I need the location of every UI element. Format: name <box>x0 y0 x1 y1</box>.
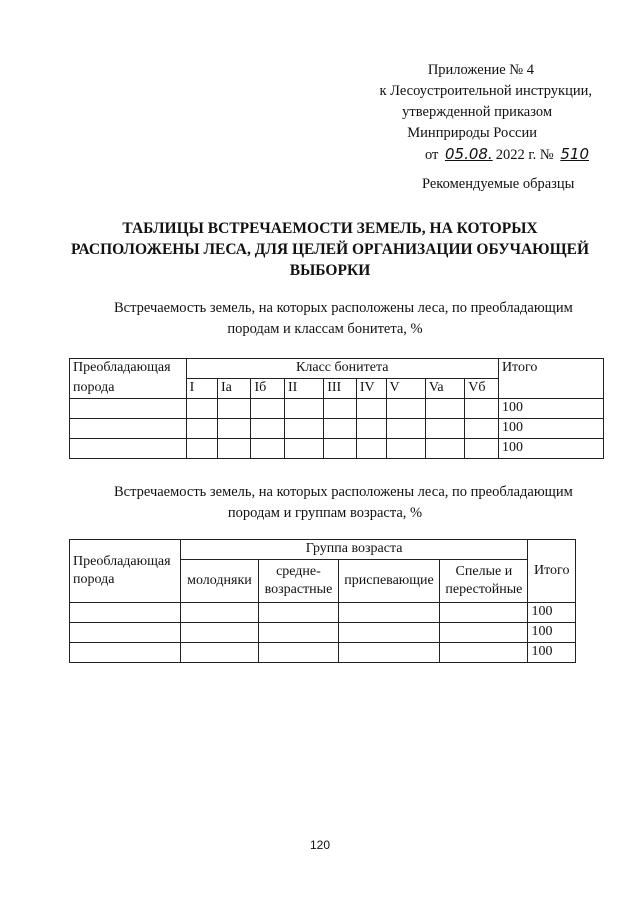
species-cell <box>70 643 181 663</box>
age-group-col-header: средне-возрастные <box>259 560 339 603</box>
value-cell <box>386 399 425 419</box>
order-number-handwritten: 510 <box>560 145 589 163</box>
value-cell <box>356 399 386 419</box>
value-cell <box>425 399 464 419</box>
value-cell <box>259 623 339 643</box>
age-group-col-header: Спелые и перестойные <box>440 560 528 603</box>
value-cell <box>425 419 464 439</box>
value-cell <box>440 643 528 663</box>
class-header: IV <box>356 379 386 399</box>
class-header: Ia <box>217 379 250 399</box>
value-cell <box>386 419 425 439</box>
total-header: Итого <box>501 360 538 375</box>
total-header-cell <box>498 359 603 379</box>
age-group-col-header: приспевающие <box>338 560 440 603</box>
value-cell <box>338 623 440 643</box>
value-cell <box>217 439 250 459</box>
order-prefix: от <box>424 147 439 163</box>
recommended-samples-label: Рекомендуемые образцы <box>422 176 575 192</box>
appendix-number: Приложение № 4 <box>427 62 534 78</box>
value-cell <box>217 419 250 439</box>
value-cell <box>186 419 217 439</box>
value-cell <box>180 623 258 643</box>
table-row <box>70 439 604 459</box>
table1-caption-line-2: породам и классам бонитета, % <box>227 321 423 337</box>
value-cell <box>186 439 217 459</box>
table-row <box>70 623 576 643</box>
value-cell <box>284 419 323 439</box>
value-cell <box>338 603 440 623</box>
class-header: III <box>324 379 357 399</box>
total-header: Итого <box>528 540 576 603</box>
value-cell <box>356 439 386 459</box>
species-cell <box>70 399 187 419</box>
order-year: 2022 г. № <box>495 147 554 163</box>
species-header-line-2: порода <box>73 379 115 395</box>
table-row <box>70 603 576 623</box>
table-row <box>70 643 576 663</box>
appendix-line-4: Минприроды России <box>407 125 537 141</box>
site-class-table <box>69 358 604 459</box>
species-header-line-2-cell <box>70 379 187 399</box>
table2-caption <box>60 482 580 524</box>
appendix-line-3: утвержденной приказом <box>402 104 552 120</box>
total-cell: 100 <box>528 603 576 623</box>
value-cell <box>284 399 323 419</box>
value-cell <box>180 643 258 663</box>
class-header: Va <box>425 379 464 399</box>
species-cell <box>70 439 187 459</box>
age-group-header: Группа возраста <box>180 540 528 560</box>
value-cell <box>324 399 357 419</box>
species-header-line-1: Преобладающая <box>73 360 171 375</box>
value-cell <box>217 399 250 419</box>
total-cell: 100 <box>498 439 603 459</box>
species-cell <box>70 623 181 643</box>
total-cell: 100 <box>528 643 576 663</box>
species-cell <box>70 419 187 439</box>
value-cell <box>440 603 528 623</box>
value-cell <box>356 419 386 439</box>
value-cell <box>465 439 499 459</box>
value-cell <box>259 603 339 623</box>
value-cell <box>251 439 285 459</box>
appendix-line-2: к Лесоустроительной инструкции, <box>379 83 592 99</box>
species-cell <box>70 603 181 623</box>
value-cell <box>324 419 357 439</box>
class-header: V <box>386 379 425 399</box>
value-cell <box>440 623 528 643</box>
table-row <box>70 419 604 439</box>
table2-caption-line-2: породам и группам возраста, % <box>227 505 423 521</box>
value-cell <box>338 643 440 663</box>
species-header-cell <box>70 540 181 603</box>
total-header-blank <box>498 379 603 399</box>
value-cell <box>465 419 499 439</box>
species-header-line-1: Преобладающая <box>73 554 171 569</box>
table2-caption-line-1: Встречаемость земель, на которых расположены леса, по преобладающим <box>114 484 573 500</box>
class-header: II <box>284 379 323 399</box>
value-cell <box>425 439 464 459</box>
appendix-header <box>332 60 592 166</box>
species-header-line-2: порода <box>73 572 115 587</box>
value-cell <box>465 399 499 419</box>
value-cell <box>180 603 258 623</box>
table1-caption <box>60 298 580 340</box>
document-title: ТАБЛИЦЫ ВСТРЕЧАЕМОСТИ ЗЕМЕЛЬ, НА КОТОРЫХ РАСПОЛОЖЕНЫ ЛЕСА, ДЛЯ ЦЕЛЕЙ ОРГАНИЗАЦИИ ОБУЧАЮЩЕЙ ВЫБОРКИ <box>70 220 590 279</box>
value-cell <box>251 399 285 419</box>
class-header: Vб <box>465 379 499 399</box>
value-cell <box>186 399 217 419</box>
total-cell: 100 <box>498 399 603 419</box>
class-header: I <box>186 379 217 399</box>
order-date-handwritten: 05.08. <box>444 145 493 163</box>
value-cell <box>251 419 285 439</box>
site-class-group-header: Класс бонитета <box>186 359 498 379</box>
value-cell <box>324 439 357 459</box>
page-number: 120 <box>309 838 331 852</box>
value-cell <box>259 643 339 663</box>
total-cell: 100 <box>498 419 603 439</box>
age-group-table <box>69 539 576 663</box>
value-cell <box>284 439 323 459</box>
age-group-col-header: молодняки <box>180 560 258 603</box>
species-header-cell <box>70 359 187 379</box>
table1-caption-line-1: Встречаемость земель, на которых расположены леса, по преобладающим <box>114 300 573 316</box>
table-row <box>70 399 604 419</box>
order-line <box>332 144 592 166</box>
value-cell <box>386 439 425 459</box>
total-cell: 100 <box>528 623 576 643</box>
class-header: Iб <box>251 379 285 399</box>
